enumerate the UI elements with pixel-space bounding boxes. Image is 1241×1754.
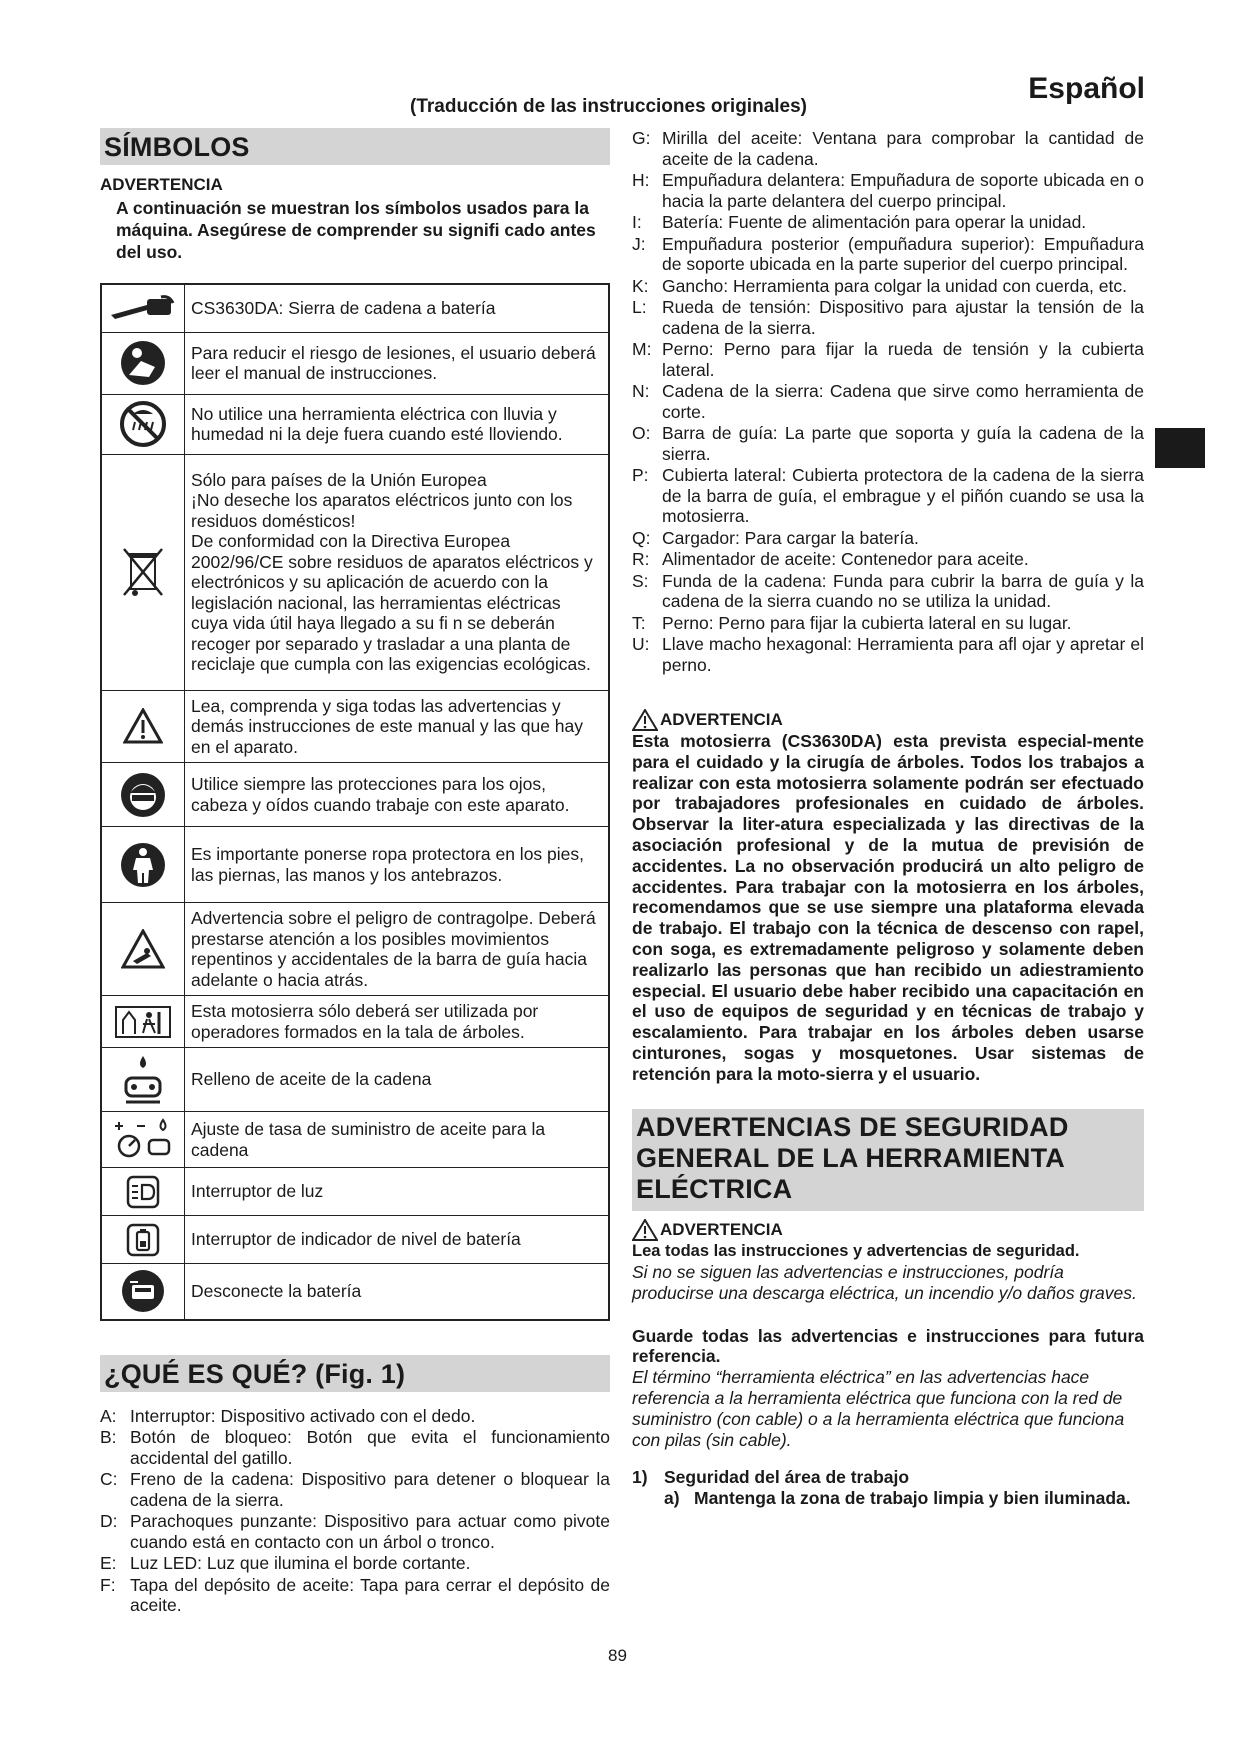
no-rain-icon xyxy=(119,400,167,448)
protective-clothing-icon xyxy=(119,841,167,889)
oil-rate-icon xyxy=(111,1118,175,1162)
item-a: a) Mantenga la zona de trabajo limpia y bien iluminada. xyxy=(664,1488,1131,1509)
symbol-text: Lea, comprenda y siga todas las advertencias y demás instrucciones de este manual y las que hay en el aparato. xyxy=(185,690,610,763)
list-item: A: Interruptor: Dispositivo activado con el dedo. xyxy=(100,1405,476,1426)
read-all-instructions: Lea todas las instrucciones y advertencias de seguridad. xyxy=(632,1241,1080,1260)
protection-helmet-icon xyxy=(119,771,167,819)
light-switch-icon xyxy=(126,1175,160,1209)
list-item: B: Botón de bloqueo: Botón que evita el funcionamiento accidental del gatillo. xyxy=(100,1427,610,1468)
whats-what-heading: ¿QUÉ ES QUÉ? (Fig. 1) xyxy=(100,1355,610,1392)
symbol-row xyxy=(101,903,609,996)
symbol-text: Interruptor de luz xyxy=(185,1168,610,1216)
left-column xyxy=(100,128,610,1617)
chainsaw-icon xyxy=(107,293,179,323)
list-item: T: Perno: Perno para fijar la cubierta lateral en su lugar. xyxy=(632,612,1072,633)
symbols-heading: SÍMBOLOS xyxy=(100,128,610,165)
symbol-row xyxy=(101,1216,609,1264)
list-item: E: Luz LED: Luz que ilumina el borde cortante. xyxy=(100,1553,471,1573)
tree-felling-icon xyxy=(115,1006,171,1038)
list-item: J: Empuñadura posterior (empuñadura superior): Empuñadura de soporte ubicada en la parte superior del cuerpo principal. xyxy=(632,233,1144,274)
list-item: I: Batería: Fuente de alimentación para operar la unidad. xyxy=(632,212,1087,232)
list-item: U: Llave macho hexagonal: Herramienta para afl ojar y apretar el perno. xyxy=(632,634,1144,675)
chainsaw-warning-text: Esta motosierra (CS3630DA) esta prevista especial-mente para el cuidado y la cirugía de árboles. Todos los trabajos a realizar con esta motosierra solamente podrán ser efectuado por trabajadores profesionales en cuidado de árboles. Observar la liter-atura especializada y las directivas de la asociación profesional y de la mutua de previsión de accidentes. La no observación producirá un alto peligro de accidentes. Para trabajar con la motosierra en los árboles, recomendamos que se use siempre una plataforma elevada de trabajo. El trabajo con la técnica de descenso con rapel, con soga, es extremadamente peligroso y solamente deben realizarlo las personas que han recibido un adiestramiento especial. El usuario debe haber recibido una capacitación en el uso de equipos de seguridad y en técnicas de trabajo y escalamiento. Para trabajar en los árboles deben usarse cinturones, sogas y mosquetones. Usar sistemas de retención para la moto-sierra y el usuario. xyxy=(632,731,1144,1084)
warning-triangle-icon xyxy=(632,709,658,731)
section-work-area: 1) Seguridad del área de trabajo xyxy=(632,1467,910,1488)
symbol-text: Esta motosierra sólo deberá ser utilizada por operadores formados en la tala de árboles. xyxy=(185,996,610,1048)
list-item: G: Mirilla del aceite: Ventana para comprobar la cantidad de aceite de la cadena. xyxy=(632,128,1144,169)
whats-what-list-right xyxy=(632,128,1144,675)
symbol-text: Interruptor de indicador de nivel de batería xyxy=(185,1216,610,1264)
right-column xyxy=(632,128,1144,1509)
list-item: R: Alimentador de aceite: Contenedor para aceite. xyxy=(632,549,1029,569)
kickback-warning-icon xyxy=(121,929,165,969)
chainsaw-warning-header xyxy=(632,709,1144,731)
list-item: H: Empuñadura delantera: Empuñadura de soporte ubicada en o hacia la parte delantera del cuerpo principal. xyxy=(632,170,1144,211)
symbol-text: Advertencia sobre el peligro de contragolpe. Deberá prestarse atención a los posibles movimientos repentinos y accidentales de la barra de guía hacia adelante o hacia atrás. xyxy=(185,903,610,996)
symbol-text: Es importante ponerse ropa protectora en los pies, las piernas, las manos y los antebrazos. xyxy=(185,827,610,903)
list-item: M: Perno: Perno para fijar la rueda de tensión y la cubierta lateral. xyxy=(632,339,1144,380)
symbol-text: Relleno de aceite de la cadena xyxy=(185,1048,610,1112)
disconnect-battery-icon xyxy=(120,1268,166,1314)
list-item: O: Barra de guía: La parte que soporta y guía la cadena de la sierra. xyxy=(632,423,1144,464)
battery-indicator-icon xyxy=(126,1223,160,1257)
symbol-text: Ajuste de tasa de suministro de aceite para la cadena xyxy=(185,1112,610,1168)
general-safety-heading: ADVERTENCIAS DE SEGURIDAD GENERAL DE LA HERRAMIENTA ELÉCTRICA xyxy=(632,1109,1144,1211)
general-warning-header xyxy=(632,1219,1144,1241)
symbol-row xyxy=(101,332,609,394)
symbols-warning-label: ADVERTENCIA xyxy=(100,175,223,194)
symbol-row xyxy=(101,1112,609,1168)
language-label: Español xyxy=(1028,72,1145,105)
oil-fill-icon xyxy=(120,1054,166,1106)
symbol-row xyxy=(101,763,609,827)
symbol-text: Sólo para países de la Unión Europea ¡No deseche los aparatos eléctricos junto con los residuos domésticos! De conformidad con la Directiva Europea 2002/96/CE sobre residuos de aparatos eléctricos y electrónicos y su aplicación de acuerdo con la legislación nacional, las herramientas eléctricas cuya vida útil haya llegado a su fi n se deberán recoger por separado y trasladar a una planta de reciclaje que cumpla con las exigencias ecológicas. xyxy=(185,454,610,690)
list-item: C: Freno de la cadena: Dispositivo para detener o bloquear la cadena de la sierra. xyxy=(100,1469,610,1510)
chainsaw-warning-label: ADVERTENCIA xyxy=(660,710,783,729)
translation-note: (Traducción de las instrucciones originales) xyxy=(410,96,807,117)
read-manual-icon xyxy=(119,339,167,387)
list-item: K: Gancho: Herramienta para colgar la unidad con cuerda, etc. xyxy=(632,275,1127,296)
symbol-row xyxy=(101,394,609,454)
list-item: S: Funda de la cadena: Funda para cubrir la barra de guía y la cadena de la sierra cuando no se utiliza la unidad. xyxy=(632,570,1144,611)
warning-triangle-icon xyxy=(632,1219,658,1241)
term-definition: El término “herramienta eléctrica” en las advertencias hace referencia a la herramienta eléctrica que funciona con la red de suministro (con cable) o a la herramienta eléctrica que funciona con pilas (sin cable). xyxy=(632,1367,1125,1451)
symbol-text: Utilice siempre las protecciones para los ojos, cabeza y oídos cuando trabaje con este aparato. xyxy=(185,763,610,827)
crossed-bin-icon xyxy=(121,545,165,599)
warning-triangle-icon xyxy=(123,708,163,744)
symbol-text: No utilice una herramienta eléctrica con lluvia y humedad ni la deje fuera cuando esté lloviendo. xyxy=(185,394,610,454)
list-item: L: Rueda de tensión: Dispositivo para ajustar la tensión de la cadena de la sierra. xyxy=(632,297,1144,338)
page-number: 89 xyxy=(608,1646,627,1665)
list-item: F: Tapa del depósito de aceite: Tapa para cerrar el depósito de aceite. xyxy=(100,1574,610,1615)
symbol-row xyxy=(101,827,609,903)
symbol-row xyxy=(101,1168,609,1216)
symbol-row xyxy=(101,454,609,690)
keep-instructions: Guarde todas las advertencias e instrucciones para futura referencia. xyxy=(632,1325,1144,1367)
list-item: N: Cadena de la sierra: Cadena que sirve como herramienta de corte. xyxy=(632,381,1144,422)
list-item: Q: Cargador: Para cargar la batería. xyxy=(632,527,919,548)
symbol-text: Desconecte la batería xyxy=(185,1264,610,1320)
symbol-text: CS3630DA: Sierra de cadena a batería xyxy=(185,284,610,332)
symbol-row xyxy=(101,690,609,763)
symbol-row xyxy=(101,284,609,332)
list-item: D: Parachoques punzante: Dispositivo para actuar como pivote cuando está en contacto con un árbol o tronco. xyxy=(100,1511,610,1552)
symbol-row xyxy=(101,1264,609,1320)
symbols-warning-intro: A continuación se muestran los símbolos usados para la máquina. Asegúrese de comprender su signifi cado antes del uso. xyxy=(116,198,596,262)
symbols-table xyxy=(100,283,610,1321)
section-tab-marker xyxy=(1155,428,1205,468)
symbol-row xyxy=(101,1048,609,1112)
list-item: P: Cubierta lateral: Cubierta protectora de la cadena de la sierra de la barra de guía, el embrague y el piñón cuando se usa la motosierra. xyxy=(632,465,1144,526)
symbol-text: Para reducir el riesgo de lesiones, el usuario deberá leer el manual de instrucciones. xyxy=(185,332,610,394)
symbol-row xyxy=(101,996,609,1048)
consequence-text: Si no se siguen las advertencias e instrucciones, podría producirse una descarga eléctrica, un incendio y/o daños graves. xyxy=(632,1261,1137,1303)
general-warning-label: ADVERTENCIA xyxy=(660,1219,783,1239)
whats-what-list-left xyxy=(100,1406,610,1616)
